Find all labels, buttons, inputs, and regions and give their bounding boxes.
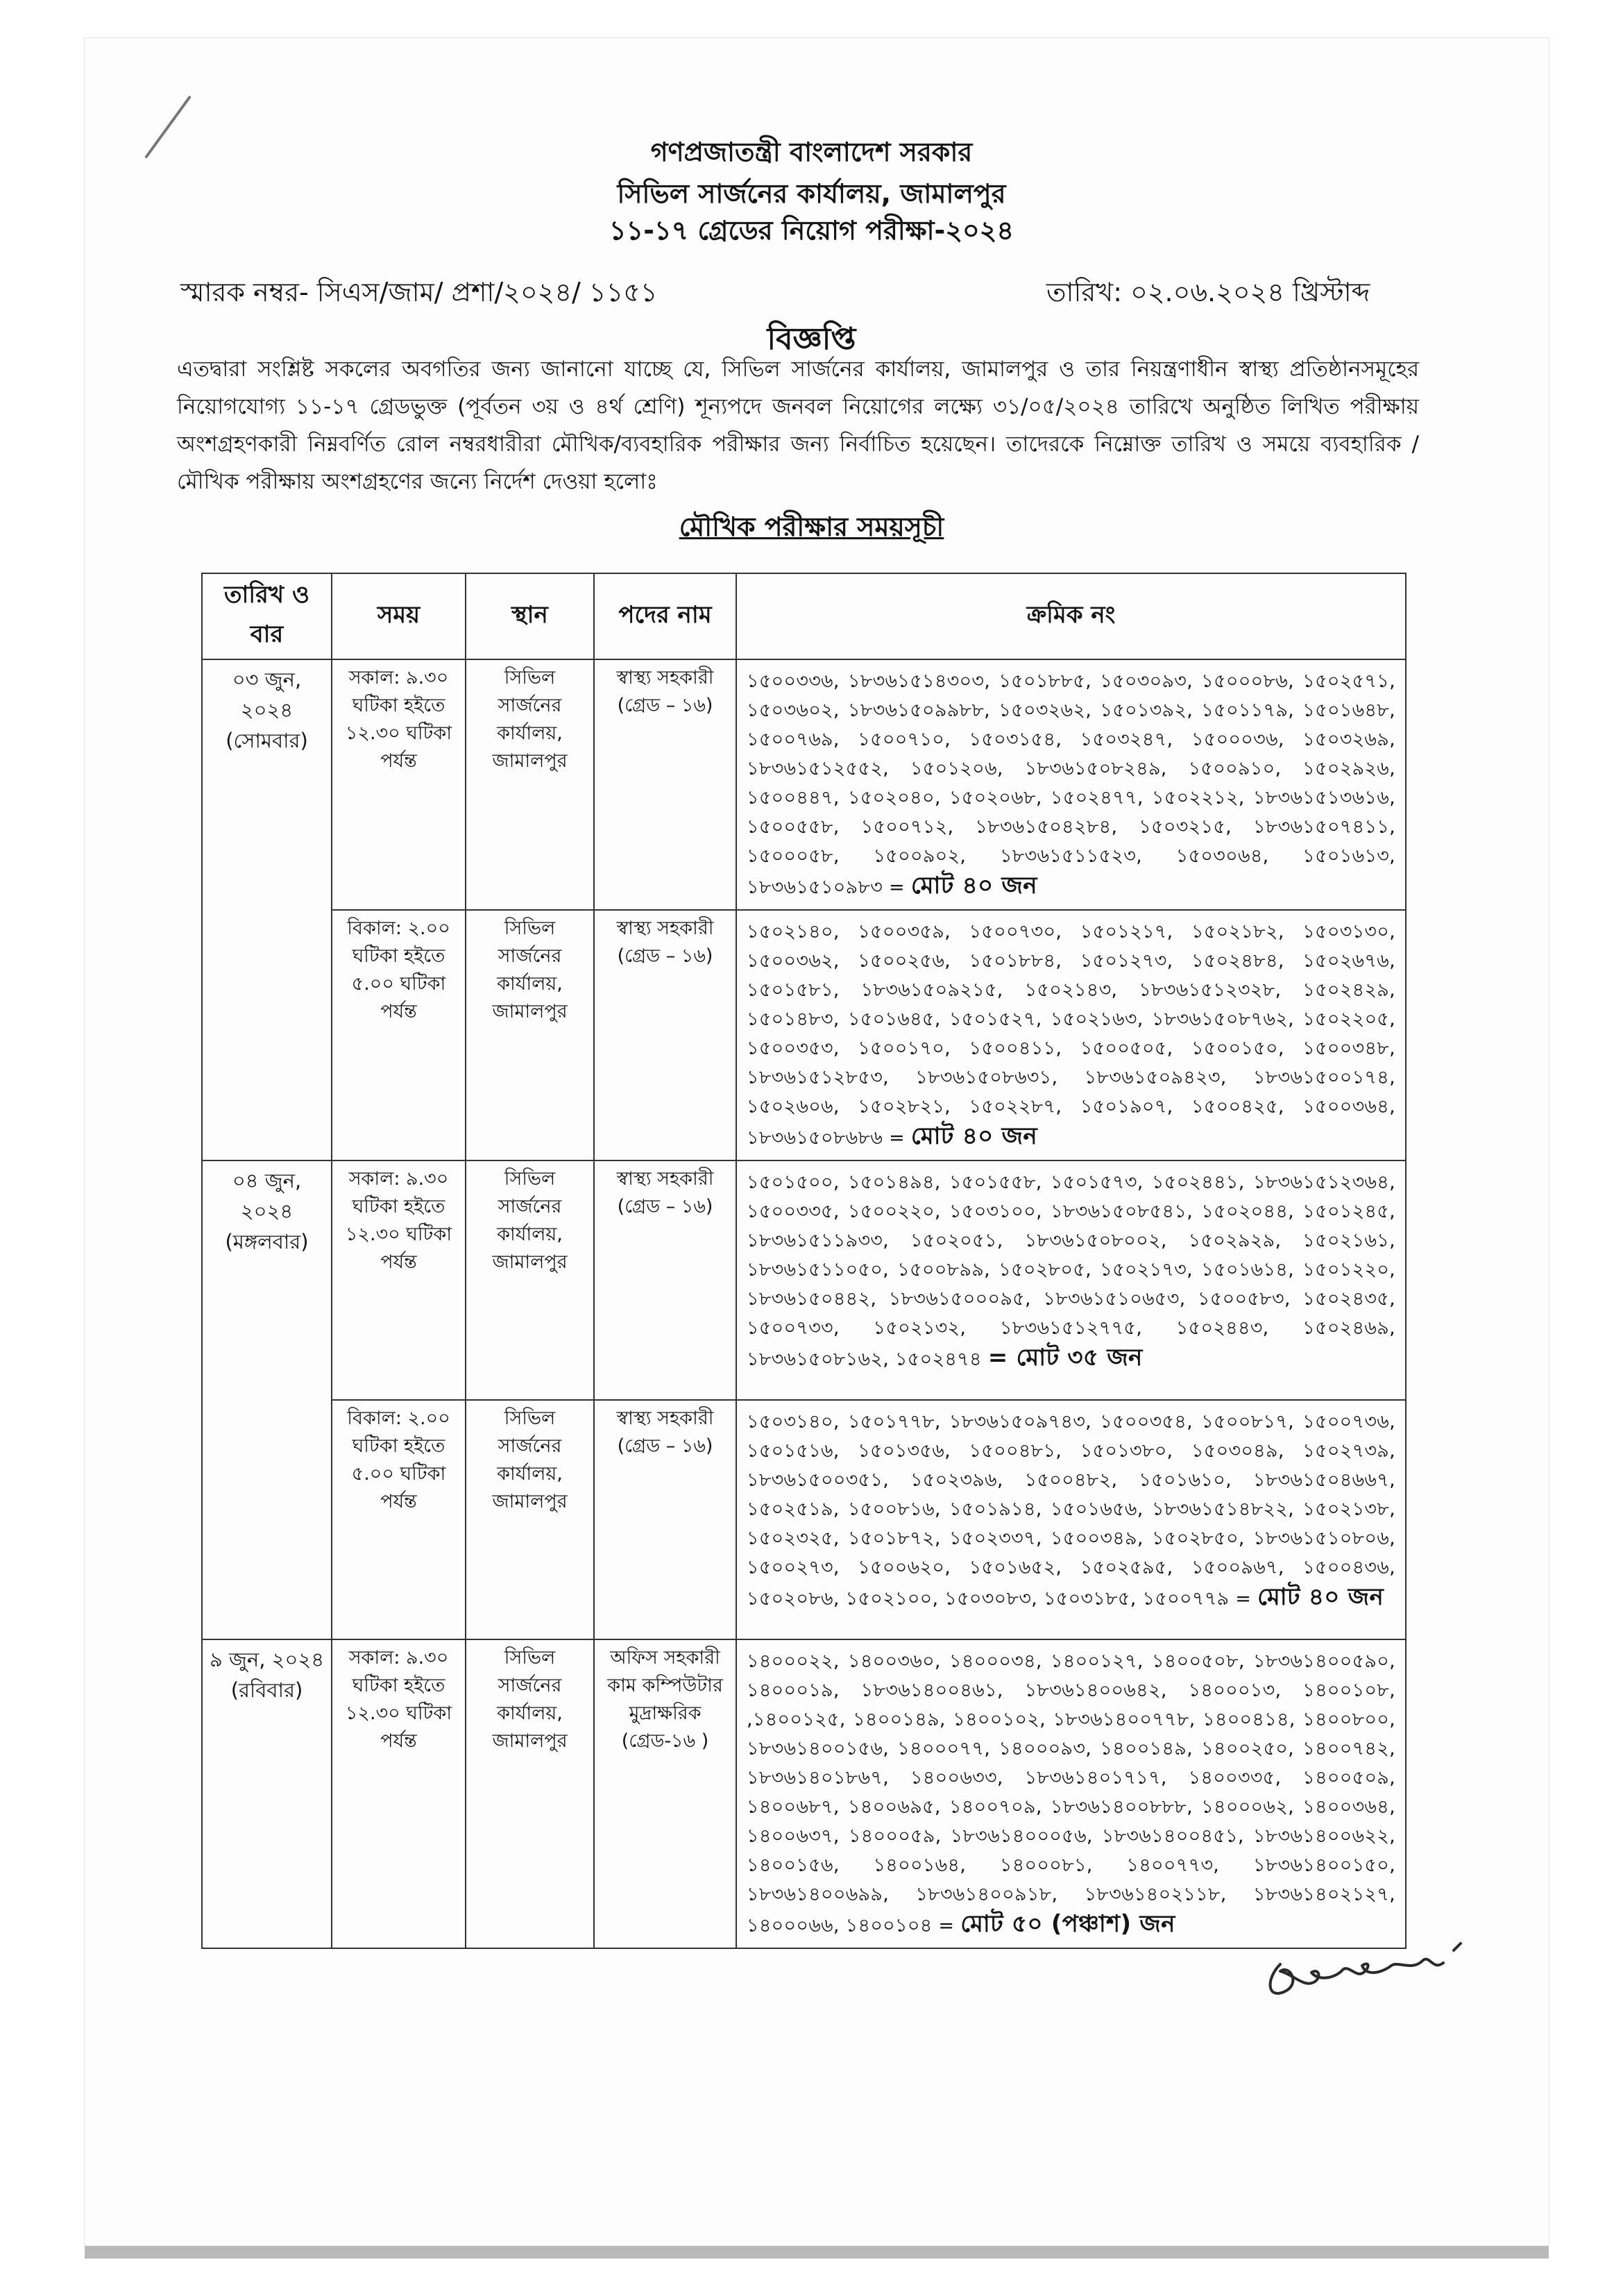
day-cell — [202, 659, 332, 1160]
exam-title: ১১-১৭ গ্রেডের নিয়োগ পরীক্ষা-২০২৪ — [609, 215, 1014, 246]
table-row — [202, 1639, 1406, 1948]
serial-numbers: ১৫০২১৪০, ১৫০০৩৫৯, ১৫০০৭৩০, ১৫০১২১৭, ১৫০২১৮২, ১৫০৩১৩০, ১৫০০৩৬২, ১৫০০২৫৬, ১৫০১৮৮৪, ১৫০১২৭৩, ১৫০২৪৮৪, ১৫০২৬৭৬, ১৫০১৫৮১, ১৮৩৬১৫০৯২১৫, ১৫০২১৪৩, ১৮৩৬১৫১২৩২৮, ১৫০২৪২৯, ১৫০১৪৮৩, ১৫০১৬৪৫, ১৫০১৫২৭, ১৫০২১৬৩, ১৮৩৬১৫০৮৭৬২, ১৫০২২০৫, ১৫০০৩৫৩, ১৫০০১৭০, ১৫০০৪১১, ১৫০০৫০৫, ১৫০০১৫০, ১৫০০৩৪৮, ১৮৩৬১৫১২৮৫৩, ১৮৩৬১৫০৮৬৩১, ১৮৩৬১৫০৯৪২৩, ১৮৩৬১৫০০১৭৪, ১৫০২৬০৬, ১৫০২৮২১, ১৫০২২৮৭, ১৫০১৯০৭, ১৫০০৪২৫, ১৫০০৩৬৪, ১৮৩৬১৫০৮৬৮৬ = — [747, 921, 1395, 1149]
time-cell: বিকাল: ২.০০ ঘটিকা হইতে ৫.০০ ঘটিকা পর্যন্ত — [332, 910, 466, 1160]
schedule-title: মৌখিক পরীক্ষার সময়সূচী — [679, 512, 944, 542]
row-total: মোট ৪০ জন — [910, 1122, 1037, 1150]
col-header-place: স্থান — [466, 573, 594, 659]
place-cell: সিভিল সার্জনের কার্যালয়, জামালপুর — [466, 910, 594, 1160]
time-cell: বিকাল: ২.০০ ঘটিকা হইতে ৫.০০ ঘটিকা পর্যন্ত — [332, 1400, 466, 1639]
post-cell: স্বাস্থ্য সহকারী (গ্রেড – ১৬) — [594, 1160, 736, 1400]
row-total: মোট ৪০ জন — [910, 872, 1037, 900]
scan-shadow — [85, 2246, 1549, 2259]
serial-numbers: ১৫০০৩৩৬, ১৮৩৬১৫১৪৩০৩, ১৫০১৮৮৫, ১৫০৩০৯৩, ১৫০০০৮৬, ১৫০২৫৭১, ১৫০৩৬০২, ১৮৩৬১৫০৯৯৮৮, ১৫০৩২৬২, ১৫০১৩৯২, ১৫০১১৭৯, ১৫০১৬৪৮, ১৫০০৭৬৯, ১৫০০৭১০, ১৫০৩১৫৪, ১৫০৩২৪৭, ১৫০০০৩৬, ১৫০৩২৬৯, ১৮৩৬১৫১২৫৫২, ১৫০১২০৬, ১৮৩৬১৫০৮২৪৯, ১৫০০৯১০, ১৫০২৯২৬, ১৫০০৪৪৭, ১৫০২০৪০, ১৫০২০৬৮, ১৫০২৪৭৭, ১৫০২২১২, ১৮৩৬১৫১৩৬১৬, ১৫০০৫৫৮, ১৫০০৭১২, ১৮৩৬১৫০৪২৮৪, ১৫০৩২১৫, ১৮৩৬১৫০৭৪১১, ১৫০০০৫৮, ১৫০০৯০২, ১৮৩৬১৫১১৫২৩, ১৫০৩০৬৪, ১৫০১৬১৩, ১৮৩৬১৫১০৯৮৩ = — [747, 670, 1395, 898]
signature — [1252, 1923, 1475, 2027]
day-weekday: (মঙ্গলবার) — [225, 1230, 309, 1253]
day-date: ০৩ জুন, ২০২৪ — [232, 668, 302, 722]
col-header-post: পদের নাম — [594, 573, 736, 659]
table-row — [202, 1400, 1406, 1639]
row-total: মোট ৫০ (পঞ্চাশ) জন — [960, 1910, 1175, 1938]
post-cell: স্বাস্থ্য সহকারী (গ্রেড – ১৬) — [594, 910, 736, 1160]
notice-body: এতদ্বারা সংশ্লিষ্ট সকলের অবগতির জন্য জানানো যাচ্ছে যে, সিভিল সার্জনের কার্যালয়, জামালপুর ও তার নিয়ন্ত্রণাধীন স্বাস্থ্য প্রতিষ্ঠানসমূহের নিয়োগযোগ্য ১১-১৭ গ্রেডভুক্ত (পূর্বতন ৩য় ও ৪র্থ শ্রেণি) শূন্যপদে জনবল নিয়োগের লক্ষ্যে ৩১/০৫/২০২৪ তারিখে অনুষ্ঠিত লিখিত পরীক্ষায় অংশগ্রহণকারী নিম্নবর্ণিত রোল নম্বরধারীরা মৌখিক/ব্যবহারিক পরীক্ষার জন্য নির্বাচিত হয়েছেন। তাদেরকে নিম্নোক্ত তারিখ ও সময়ে ব্যবহারিক / মৌখিক পরীক্ষায় অংশগ্রহণের জন্যে নির্দেশ দেওয়া হলোঃ — [177, 357, 1419, 494]
time-cell: সকাল: ৯.৩০ ঘটিকা হইতে ১২.৩০ ঘটিকা পর্যন্ত — [332, 659, 466, 910]
day-weekday: (রবিবার) — [230, 1678, 303, 1702]
day-cell — [202, 1160, 332, 1639]
serial-cell — [736, 1400, 1406, 1639]
day-date: ০৪ জুন, ২০২৪ — [232, 1169, 302, 1223]
place-cell: সিভিল সার্জনের কার্যালয়, জামালপুর — [466, 1400, 594, 1639]
signature-tick — [1454, 1943, 1461, 1950]
col-header-date: তারিখ ও বার — [202, 573, 332, 659]
day-date: ৯ জুন, ২০২৪ — [209, 1648, 325, 1671]
place-cell: সিভিল সার্জনের কার্যালয়, জামালপুর — [466, 659, 594, 910]
serial-cell — [736, 1639, 1406, 1948]
post-cell: স্বাস্থ্য সহকারী (গ্রেড – ১৬) — [594, 659, 736, 910]
notice-date: তারিখ: ০২.০৬.২০২৪ খ্রিস্টাব্দ — [1046, 277, 1370, 307]
notice-heading: বিজ্ঞপ্তি — [767, 321, 856, 357]
serial-numbers: ১৪০০০২২, ১৪০০৩৬০, ১৪০০০৩৪, ১৪০০১২৭, ১৪০০৫০৮, ১৮৩৬১৪০০৫৯০, ১৪০০০১৯, ১৮৩৬১৪০০৪৬১, ১৮৩৬১৪০০৬৪২, ১৪০০০১৩, ১৪০০১০৮, ,১৪০০১২৫, ১৪০০১৪৯, ১৪০০১০২, ১৮৩৬১৪০০৭৭৮, ১৪০০৪১৪, ১৪০০৮০০, ১৮৩৬১৪০০১৫৬, ১৪০০০৭৭, ১৪০০০৯৩, ১৪০০১৪৯, ১৪০০২৫০, ১৪০০৭৪২, ১৮৩৬১৪০১৮৬৭, ১৪০০৬৩৩, ১৮৩৬১৪০১৭১৭, ১৪০০৩৩৫, ১৪০০৫০৯, ১৪০০৬৮৭, ১৪০০৬৯৫, ১৪০০৭০৯, ১৮৩৬১৪০০৮৮৮, ১৪০০০৬২, ১৪০০৩৬৪, ১৪০০৬৩৭, ১৪০০০৫৯, ১৮৩৬১৪০০০৫৬, ১৮৩৬১৪০০৪৫১, ১৮৩৬১৪০০৬২২, ১৪০০১৫৬, ১৪০০১৬৪, ১৪০০০৮১, ১৪০০৭৭৩, ১৮৩৬১৪০০১৫০, ১৮৩৬১৪০০৬৯৯, ১৮৩৬১৪০০৯১৮, ১৮৩৬১৪০২১১৮, ১৮৩৬১৪০২১২৭, ১৪০০০৬৬, ১৪০০১০৪ = — [747, 1651, 1395, 1936]
serial-numbers: ১৫০৩১৪০, ১৫০১৭৭৮, ১৮৩৬১৫০৯৭৪৩, ১৫০০৩৫৪, ১৫০০৮১৭, ১৫০০৭৩৬, ১৫০১৫১৬, ১৫০১৩৫৬, ১৫০০৪৮১, ১৫০১৩৮০, ১৫০৩০৪৯, ১৫০২৭৩৯, ১৮৩৬১৫০০৩৫১, ১৫০২৩৯৬, ১৫০০৪৮২, ১৫০১৬১০, ১৮৩৬১৫০৪৬৬৭, ১৫০২৫১৯, ১৫০০৮১৬, ১৫০১৯১৪, ১৫০১৬৫৬, ১৮৩৬১৫১৪৮২২, ১৫০২১৩৮, ১৫০২৩২৫, ১৫০১৮৭২, ১৫০২৩৩৭, ১৫০০৩৪৯, ১৫০২৮৫০, ১৮৩৬১৫১০৮০৬, ১৫০০২৭৩, ১৫০০৬২০, ১৫০১৬৫২, ১৫০২৫৯৫, ১৫০০৯৬৭, ১৫০০৪৩৬, ১৫০২০৮৬, ১৫০২১০০, ১৫০৩০৮৩, ১৫০৩১৮৫, ১৫০০৭৭৯ = — [747, 1411, 1395, 1610]
serial-cell — [736, 659, 1406, 910]
table-row — [202, 910, 1406, 1160]
row-total: মোট ৪০ জন — [1257, 1583, 1384, 1611]
signature-stroke — [1271, 1959, 1443, 1993]
table-row — [202, 659, 1406, 910]
memo-number: স্মারক নম্বর- সিএস/জাম/ প্রশা/২০২৪/ ১১৫১ — [180, 277, 658, 307]
serial-cell — [736, 1160, 1406, 1400]
govt-title: গণপ্রজাতন্ত্রী বাংলাদেশ সরকার — [650, 137, 973, 167]
post-cell: অফিস সহকারী কাম কম্পিউটার মুদ্রাক্ষরিক (গ্রেড-১৬ ) — [594, 1639, 736, 1948]
schedule-table — [201, 573, 1407, 1949]
post-cell: স্বাস্থ্য সহকারী (গ্রেড – ১৬) — [594, 1400, 736, 1639]
time-cell: সকাল: ৯.৩০ ঘটিকা হইতে ১২.৩০ ঘটিকা পর্যন্ত — [332, 1160, 466, 1400]
office-title: সিভিল সার্জনের কার্যালয়, জামালপুর — [617, 178, 1006, 209]
day-cell — [202, 1639, 332, 1948]
row-total: = মোট ৩৫ জন — [987, 1344, 1143, 1371]
place-cell: সিভিল সার্জনের কার্যালয়, জামালপুর — [466, 1160, 594, 1400]
serial-numbers: ১৫০১৫০০, ১৫০১৪৯৪, ১৫০১৫৫৮, ১৫০১৫৭৩, ১৫০২৪৪১, ১৮৩৬১৫১২৩৬৪, ১৫০০৩৩৫, ১৫০০২২০, ১৫০৩১০০, ১৮৩৬১৫০৮৫৪১, ১৫০২০৪৪, ১৫০১২৪৫, ১৮৩৬১৫১১৯৩৩, ১৫০২০৫১, ১৮৩৬১৫০৮০০২, ১৫০২৯২৯, ১৫০২১৬১, ১৮৩৬১৫১১০৫০, ১৫০০৮৯৯, ১৫০২৮০৫, ১৫০২১৭৩, ১৫০১৬১৪, ১৫০১২২০, ১৮৩৬১৫০৪৪২, ১৮৩৬১৫০০০৯৫, ১৮৩৬১৫১০৬৫৩, ১৫০০৫৮৩, ১৫০২৪৩৫, ১৫০০৭৩৩, ১৫০২১৩২, ১৮৩৬১৫১২৭৭৫, ১৫০২৪৪৩, ১৫০২৪৬৯, ১৮৩৬১৫০৮১৬২, ১৫০২৪৭৪ — [747, 1172, 1395, 1370]
day-weekday: (সোমবার) — [226, 729, 308, 752]
table-header-row — [202, 573, 1406, 659]
table-row — [202, 1160, 1406, 1400]
serial-cell — [736, 910, 1406, 1160]
col-header-serial: ক্রমিক নং — [736, 573, 1406, 659]
col-header-time: সময় — [332, 573, 466, 659]
time-cell: সকাল: ৯.৩০ ঘটিকা হইতে ১২.৩০ ঘটিকা পর্যন্ত — [332, 1639, 466, 1948]
place-cell: সিভিল সার্জনের কার্যালয়, জামালপুর — [466, 1639, 594, 1948]
